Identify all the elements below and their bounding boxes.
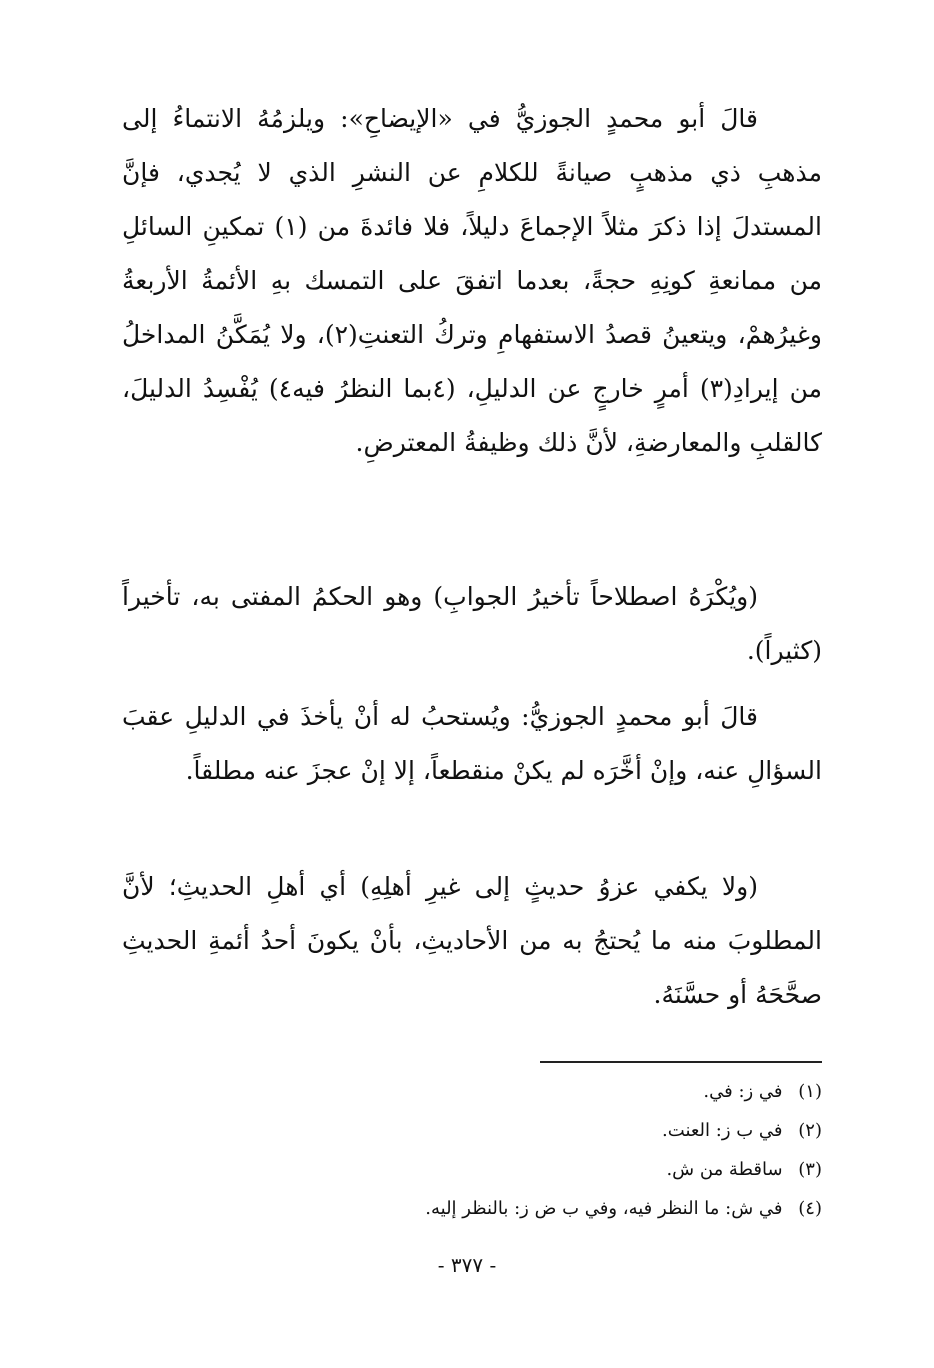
footnote-2 <box>122 1111 822 1150</box>
footnote-3 <box>122 1150 822 1189</box>
footnote-1 <box>122 1072 822 1111</box>
footnote-text: في ش: ما النظر فيه، وفي ب ض ز: بالنظر إليه. <box>425 1198 783 1219</box>
footnote-4 <box>122 1189 822 1228</box>
paragraph-3: قالَ أبو محمدٍ الجوزيُّ: ويُستحبُ له أنْ يأخذَ في الدليلِ عقبَ السؤالِ عنه، وإنْ أخَّرَه لم يكنْ منقطعاً، إلا إنْ عجزَ عنه مطلقاً. <box>122 702 822 785</box>
footnote-text: ساقطة من ش. <box>666 1159 783 1180</box>
paragraph-1: قالَ أبو محمدٍ الجوزيُّ في «الإيضاحِ»: ويلزمُهُ الانتماءُ إلى مذهبِ ذي مذهبٍ صيانةً للكلامِ عن النشرِ الذي لا يُجدي، فإنَّ المستدلَ إذا ذكرَ مثلاً الإجماعَ دليلاً، فلا فائدةَ من (١) تمكينِ السائلِ من ممانعةِ كونِهِ حجةً، بعدما اتفقَ على التمسك بهِ الأئمةُ الأربعةُ وغيرُهمْ، ويتعينُ قصدُ الاستفهامِ وتركُ التعنتِ(٢)، ولا يُمَكَّنُ المداخلُ من إيرادِ(٣) أمرٍ خارجٍ عن الدليلِ، (٤بما النظرُ فيه٤) يُفْسِدُ الدليلَ، كالقلبِ والمعارضةِ، لأنَّ ذلك وظيفةُ المعترضِ. <box>122 104 822 457</box>
footnote-number: (١) <box>798 1081 822 1102</box>
page-number: - ٣٧٧ - <box>437 1253 497 1277</box>
footnote-number: (٤) <box>798 1198 822 1219</box>
footnote-text: في ز: في. <box>703 1081 783 1102</box>
footnotes-list <box>122 1072 822 1228</box>
paragraph-2: (ويُكْرَهُ اصطلاحاً تأخيرُ الجوابِ) وهو الحكمُ المفتى به، تأخيراً (كثيراً). <box>122 582 822 665</box>
paragraph-4: (ولا يكفي عزوُ حديثٍ إلى غيرِ أهلِهِ) أي أهلِ الحديثِ؛ لأنَّ المطلوبَ منه ما يُحتجُ به من الأحاديثِ، بأنْ يكونَ أحدُ أئمةِ الحديثِ صحَّحَهُ أو حسَّنَهُ. <box>122 872 823 1009</box>
footnote-number: (٣) <box>798 1159 822 1180</box>
footnote-separator <box>540 1061 822 1063</box>
footnote-number: (٢) <box>798 1120 822 1141</box>
footnote-text: في ب ز: العنت. <box>662 1120 783 1141</box>
